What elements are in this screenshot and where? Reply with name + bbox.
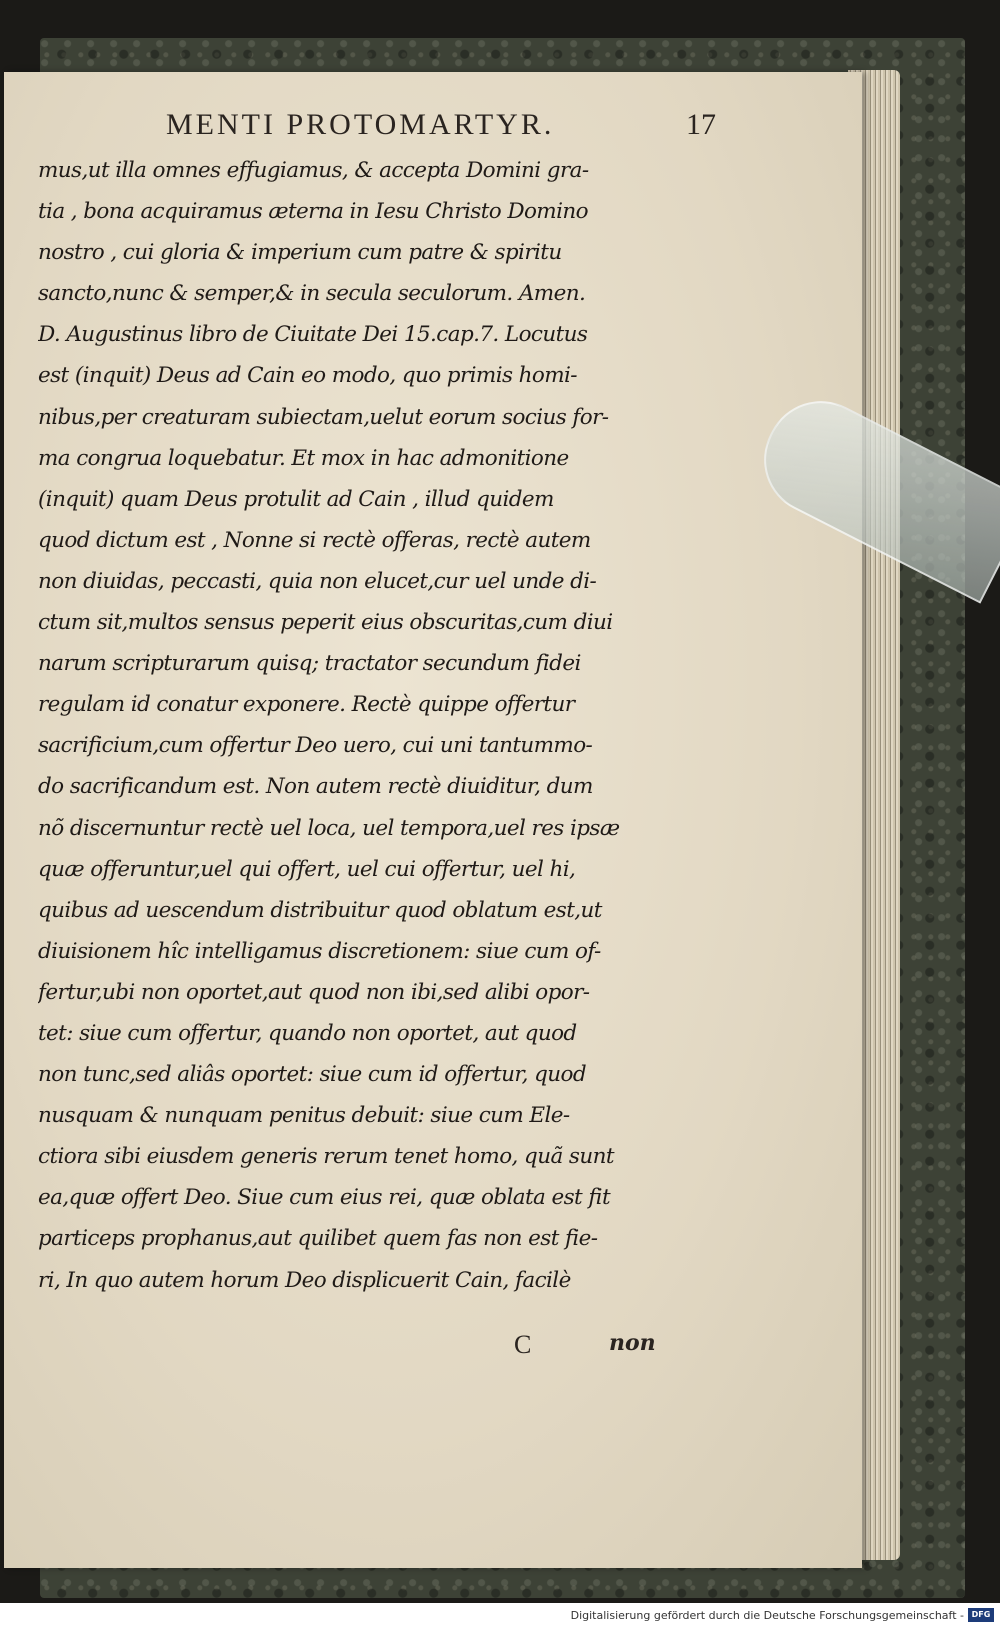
text-line: nusquam & nunquam penitus debuit: siue cum Ele- [38, 1103, 570, 1129]
text-line: nõ discernuntur rectè uel loca, uel tempora,uel res ipsæ [38, 815, 620, 841]
text-line: diuisionem hîc intelligamus discretionem: siue cum of- [38, 938, 601, 964]
text-line: nostro , cui gloria & imperium cum patre & spiritu [38, 240, 562, 266]
text-line: ea,quæ offert Deo. Siue cum eius rei, quæ oblata est fit [38, 1185, 610, 1211]
page-header [156, 106, 756, 146]
catchword: non [609, 1330, 656, 1356]
running-head: MENTI PROTOMARTYR. [166, 108, 555, 141]
dfg-logo-icon: DFG [968, 1608, 994, 1622]
text-line: fertur,ubi non oportet,aut quod non ibi,sed alibi opor- [38, 979, 590, 1005]
text-line: quod dictum est , Nonne si rectè offeras, rectè autem [38, 527, 591, 553]
book-page [4, 72, 862, 1568]
text-line: particeps prophanus,aut quilibet quem fas non est fie- [38, 1226, 598, 1252]
text-line: est (inquit) Deus ad Cain eo modo, quo primis homi- [38, 363, 577, 389]
text-line: quæ offeruntur,uel qui offert, uel cui offertur, uel hi, [38, 856, 576, 882]
body-text [38, 150, 718, 1301]
text-line: ri, In quo autem horum Deo displicuerit Cain, facilè [38, 1267, 571, 1293]
text-line: quibus ad uescendum distribuitur quod oblatum est,ut [38, 897, 602, 923]
footer-credit: Digitalisierung gefördert durch die Deutsche Forschungsgemeinschaft - [570, 1609, 964, 1622]
text-line: ma congrua loquebatur. Et mox in hac admonitione [38, 445, 569, 471]
page-number: 17 [686, 108, 716, 141]
text-line: nibus,per creaturam subiectam,uelut eorum socius for- [38, 404, 609, 430]
text-line: non tunc,sed aliâs oportet: siue cum id offertur, quod [38, 1062, 587, 1088]
text-line: ctiora sibi eiusdem generis rerum tenet homo, quã sunt [38, 1144, 614, 1170]
text-line: D. Augustinus libro de Ciuitate Dei 15.cap.7. Locutus [38, 322, 588, 348]
page-foot [504, 1330, 704, 1370]
text-line: narum scripturarum quisq; tractator secundum fidei [38, 651, 581, 677]
text-line: mus,ut illa omnes effugiamus, & accepta Domini gra- [38, 158, 589, 183]
text-line: regulam id conatur exponere. Rectè quippe offertur [38, 692, 575, 718]
signature-mark: C [514, 1330, 532, 1359]
text-line: ctum sit,multos sensus peperit eius obscuritas,cum diui [38, 610, 613, 636]
text-line: tia , bona acquiramus æterna in Iesu Christo Domino [38, 199, 588, 225]
text-line: do sacrificandum est. Non autem rectè diuiditur, dum [38, 774, 593, 800]
text-line: sancto,nunc & semper,& in secula seculorum. Amen. [38, 281, 586, 307]
text-line: non diuidas, peccasti, quia non elucet,cur uel unde di- [38, 568, 597, 594]
footer-bar [0, 1603, 1000, 1628]
text-line: sacrificium,cum offertur Deo uero, cui uni tantummo- [38, 733, 593, 759]
text-line: (inquit) quam Deus protulit ad Cain , illud quidem [38, 486, 554, 512]
text-line: tet: siue cum offertur, quando non oportet, aut quod [38, 1020, 577, 1046]
